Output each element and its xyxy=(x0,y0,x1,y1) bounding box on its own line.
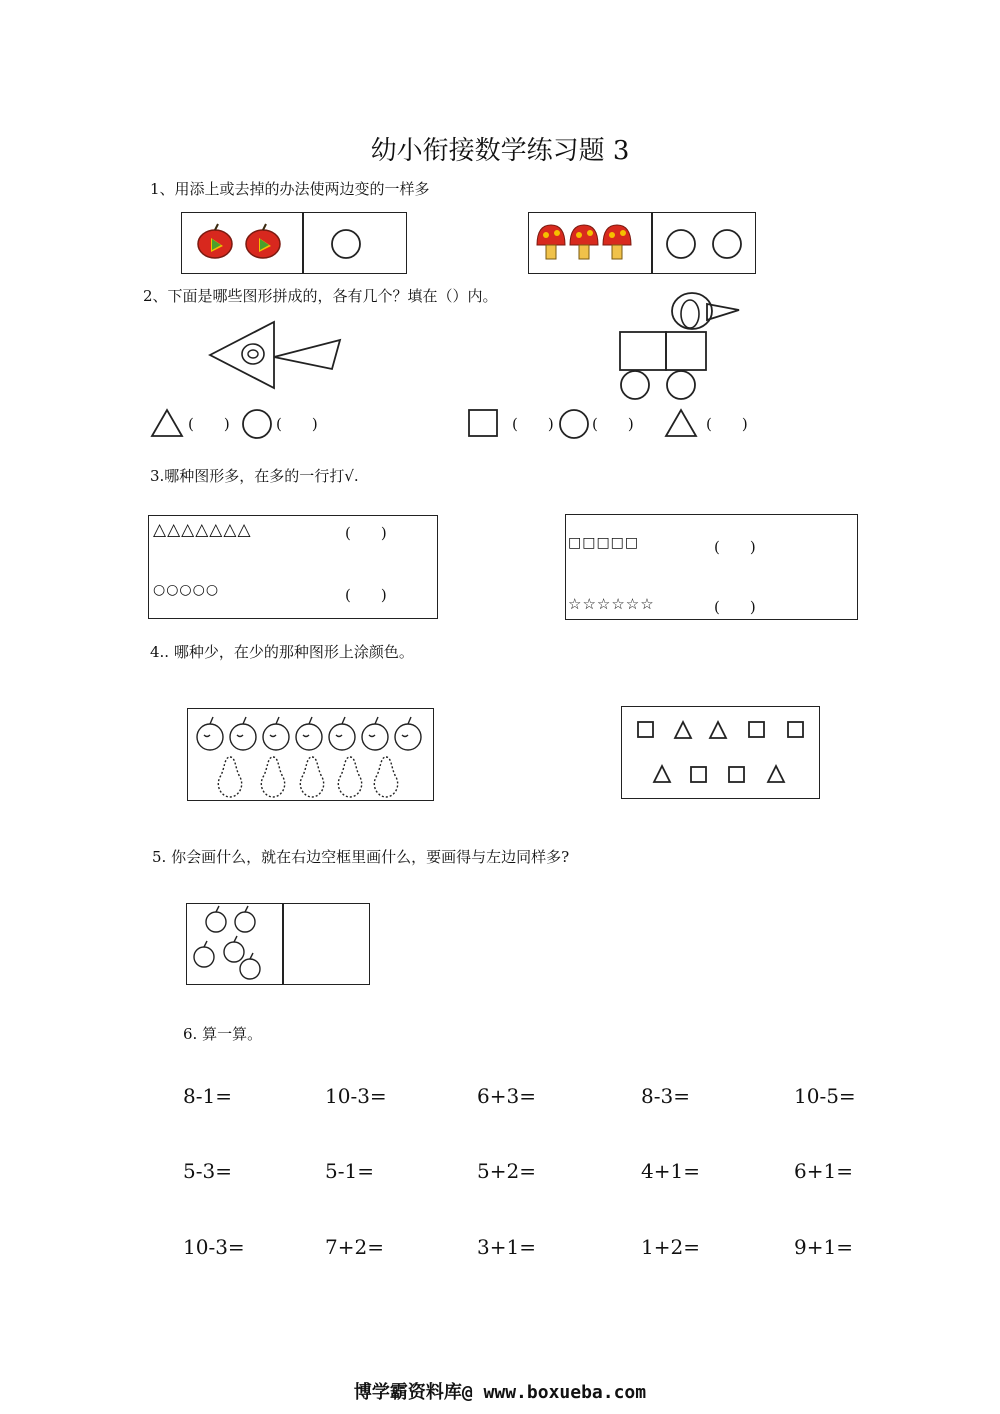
math-problem: 10-3= xyxy=(325,1084,387,1108)
math-problem: 8-3= xyxy=(641,1084,690,1108)
q1-left-box xyxy=(181,212,407,274)
math-problem: 6+1= xyxy=(794,1159,853,1183)
answer-blank[interactable]: ( ) xyxy=(276,415,318,433)
math-problem: 5-3= xyxy=(183,1159,232,1183)
q3-left-box xyxy=(148,515,438,619)
triangle-shape xyxy=(274,340,340,369)
math-problem: 10-5= xyxy=(794,1084,856,1108)
footer-watermark: 博学霸资料库@ www.boxueba.com xyxy=(353,1382,647,1403)
math-problem: 1+2= xyxy=(641,1235,700,1259)
answer-blank[interactable]: ( ) xyxy=(512,415,554,433)
answer-blank[interactable]: ( ) xyxy=(714,598,756,616)
square-icon xyxy=(467,408,499,438)
question-2-text: 2、下面是哪些图形拼成的，各有几个？填在（）内。 xyxy=(143,287,498,305)
square-shape xyxy=(691,767,706,782)
q4-right-box xyxy=(621,706,820,799)
triangle-row: △△△△△△△ xyxy=(153,520,252,540)
square-shape xyxy=(788,722,803,737)
circle-icon xyxy=(558,408,590,440)
circle-shape xyxy=(248,350,258,358)
question-5-text: 5. 你会画什么，就在右边空框里画什么，要画得与左边同样多? xyxy=(152,848,570,866)
apple-icon xyxy=(197,717,421,750)
answer-blank[interactable]: ( ) xyxy=(592,415,634,433)
triangle-shape xyxy=(768,766,784,782)
answer-blank[interactable]: ( ) xyxy=(706,415,748,433)
mushroom-icon xyxy=(570,225,598,259)
star-row: ☆☆☆☆☆☆ xyxy=(568,595,655,613)
apple-icon xyxy=(246,224,280,258)
circle-icon xyxy=(667,230,695,258)
circle-shape xyxy=(621,371,649,399)
q1-right-box xyxy=(528,212,756,274)
square-shape xyxy=(620,332,666,370)
triangle-shape xyxy=(710,722,726,738)
square-shape xyxy=(749,722,764,737)
q1-mushrooms-drawing xyxy=(529,213,757,275)
q5-apples-drawing xyxy=(187,904,282,986)
math-problem: 5-1= xyxy=(325,1159,374,1183)
triangle-shape xyxy=(675,722,691,738)
mushroom-icon xyxy=(537,225,565,259)
apple-icon xyxy=(194,906,260,979)
square-shape xyxy=(638,722,653,737)
math-problem: 5+2= xyxy=(477,1159,536,1183)
question-3-text: 3.哪种图形多，在多的一行打√. xyxy=(150,467,359,485)
circle-icon xyxy=(241,408,273,440)
math-problem: 7+2= xyxy=(325,1235,384,1259)
q2-car-figure xyxy=(615,292,745,402)
q4-fruit-drawing xyxy=(188,709,435,802)
circle-icon xyxy=(332,230,360,258)
circle-shape xyxy=(242,344,264,364)
answer-blank[interactable]: ( ) xyxy=(345,586,387,604)
mushroom-icon xyxy=(603,225,631,259)
question-1-text: 1、用添上或去掉的办法使两边变的一样多 xyxy=(150,180,430,198)
circle-shape xyxy=(667,371,695,399)
pear-icon xyxy=(218,757,397,797)
square-row: □□□□□ xyxy=(568,535,640,551)
math-problem: 10-3= xyxy=(183,1235,245,1259)
square-shape xyxy=(666,332,706,370)
math-problem: 8-1= xyxy=(183,1084,232,1108)
q4-shapes-drawing xyxy=(622,707,821,800)
apple-icon xyxy=(198,224,232,258)
answer-blank[interactable]: ( ) xyxy=(188,415,230,433)
triangle-shape xyxy=(654,766,670,782)
answer-blank[interactable]: ( ) xyxy=(714,538,756,556)
question-4-text: 4.. 哪种少，在少的那种图形上涂颜色。 xyxy=(150,643,414,661)
page-title: 幼小衔接数学练习题 3 xyxy=(370,136,630,166)
math-problem: 6+3= xyxy=(477,1084,536,1108)
q1-apples-drawing xyxy=(182,213,408,275)
triangle-icon xyxy=(664,408,698,438)
square-shape xyxy=(729,767,744,782)
circle-shape xyxy=(681,300,699,328)
answer-blank[interactable]: ( ) xyxy=(345,524,387,542)
math-problem: 3+1= xyxy=(477,1235,536,1259)
circle-row: ○○○○○ xyxy=(153,582,220,598)
circle-icon xyxy=(713,230,741,258)
q4-left-box xyxy=(187,708,434,801)
circle-shape xyxy=(672,293,712,329)
q2-fish-figure xyxy=(208,320,348,390)
triangle-icon xyxy=(150,408,184,438)
math-problem: 4+1= xyxy=(641,1159,700,1183)
question-6-text: 6. 算一算。 xyxy=(183,1025,263,1043)
q5-drawing-area[interactable] xyxy=(283,905,369,983)
math-problem: 9+1= xyxy=(794,1235,853,1259)
q3-right-box xyxy=(565,514,858,620)
